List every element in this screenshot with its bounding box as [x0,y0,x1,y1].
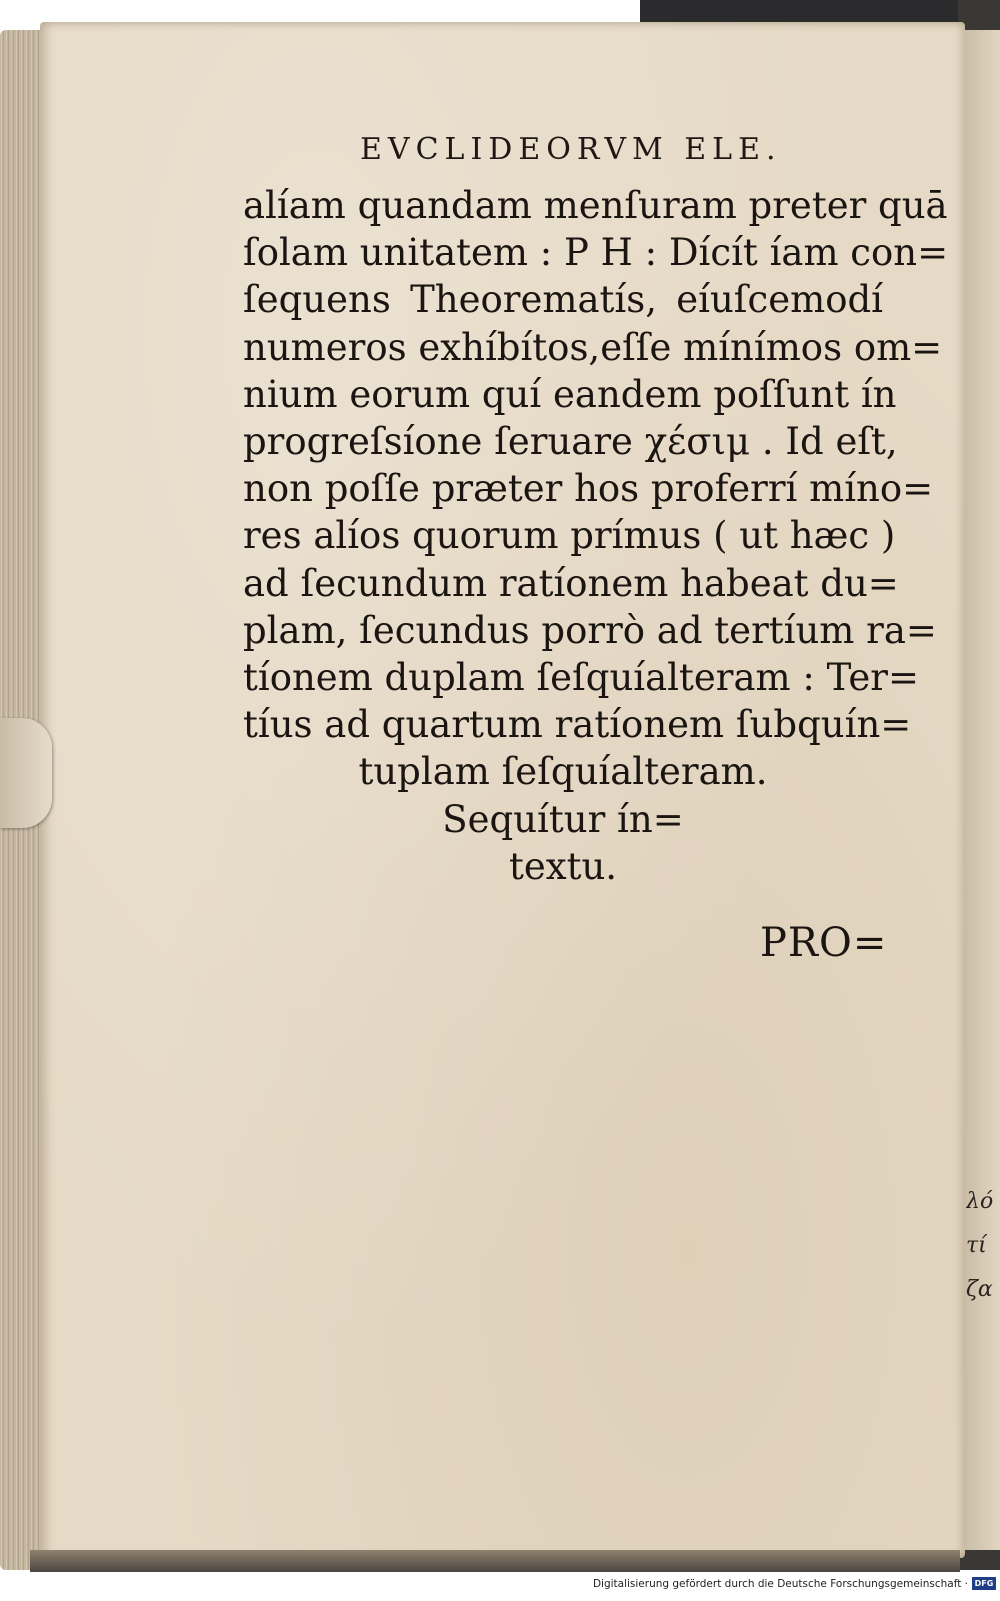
text-line: textu. [508,844,618,888]
text-line: tíonem duplam ſeſquíalteram : Ter= [243,656,919,700]
text-line: non poſſe præter hos proferrí míno= [243,467,934,511]
text-line: ad ſecundum ratíonem habeat du= [243,561,899,605]
text-line: tíus ad quartum ratíonem ſubquín= [243,703,912,747]
catchword: PRO= [760,920,888,966]
text-line: nium eorum quí eandem poſſunt ín [243,372,897,416]
text-line: alíam quandam menſuram preter quā [243,184,948,227]
text-line: Sequítur ín= [442,797,684,841]
text-line: ſolam unitatem : P H : Dícít íam con= [243,231,949,275]
text-line: progreſsíone ſeruare χέσιμ . Id eſt, [243,420,898,464]
text-line: tuplam ſeſquíalteram. [358,750,768,794]
digitization-credit: Digitalisierung gefördert durch die Deutsche Forschungsgemeinschaft · [592,1578,968,1590]
dfg-logo: DFG [972,1577,996,1590]
text-line: res alíos quorum prímus ( ut hæc ) [243,514,896,558]
fragment-line: ζα [966,1277,993,1302]
running-head: EVCLIDEORVM ELE. [360,132,782,167]
text-line: plam, ſecundus porrò ad tertíum ra= [243,608,937,652]
text-line: numeros exhíbítos,eſſe mínímos om= [243,325,943,369]
body-text [243,182,949,890]
next-page-edge [962,30,1000,1550]
fragment-line: λό [966,1189,994,1214]
fragment-line: τί [966,1233,987,1258]
text-line: ſequens Theorematís, eíuſcemodí [243,278,883,322]
next-page-fragment [966,1180,996,1312]
page-bottom-shadow [30,1550,960,1572]
page-clip [0,718,52,828]
